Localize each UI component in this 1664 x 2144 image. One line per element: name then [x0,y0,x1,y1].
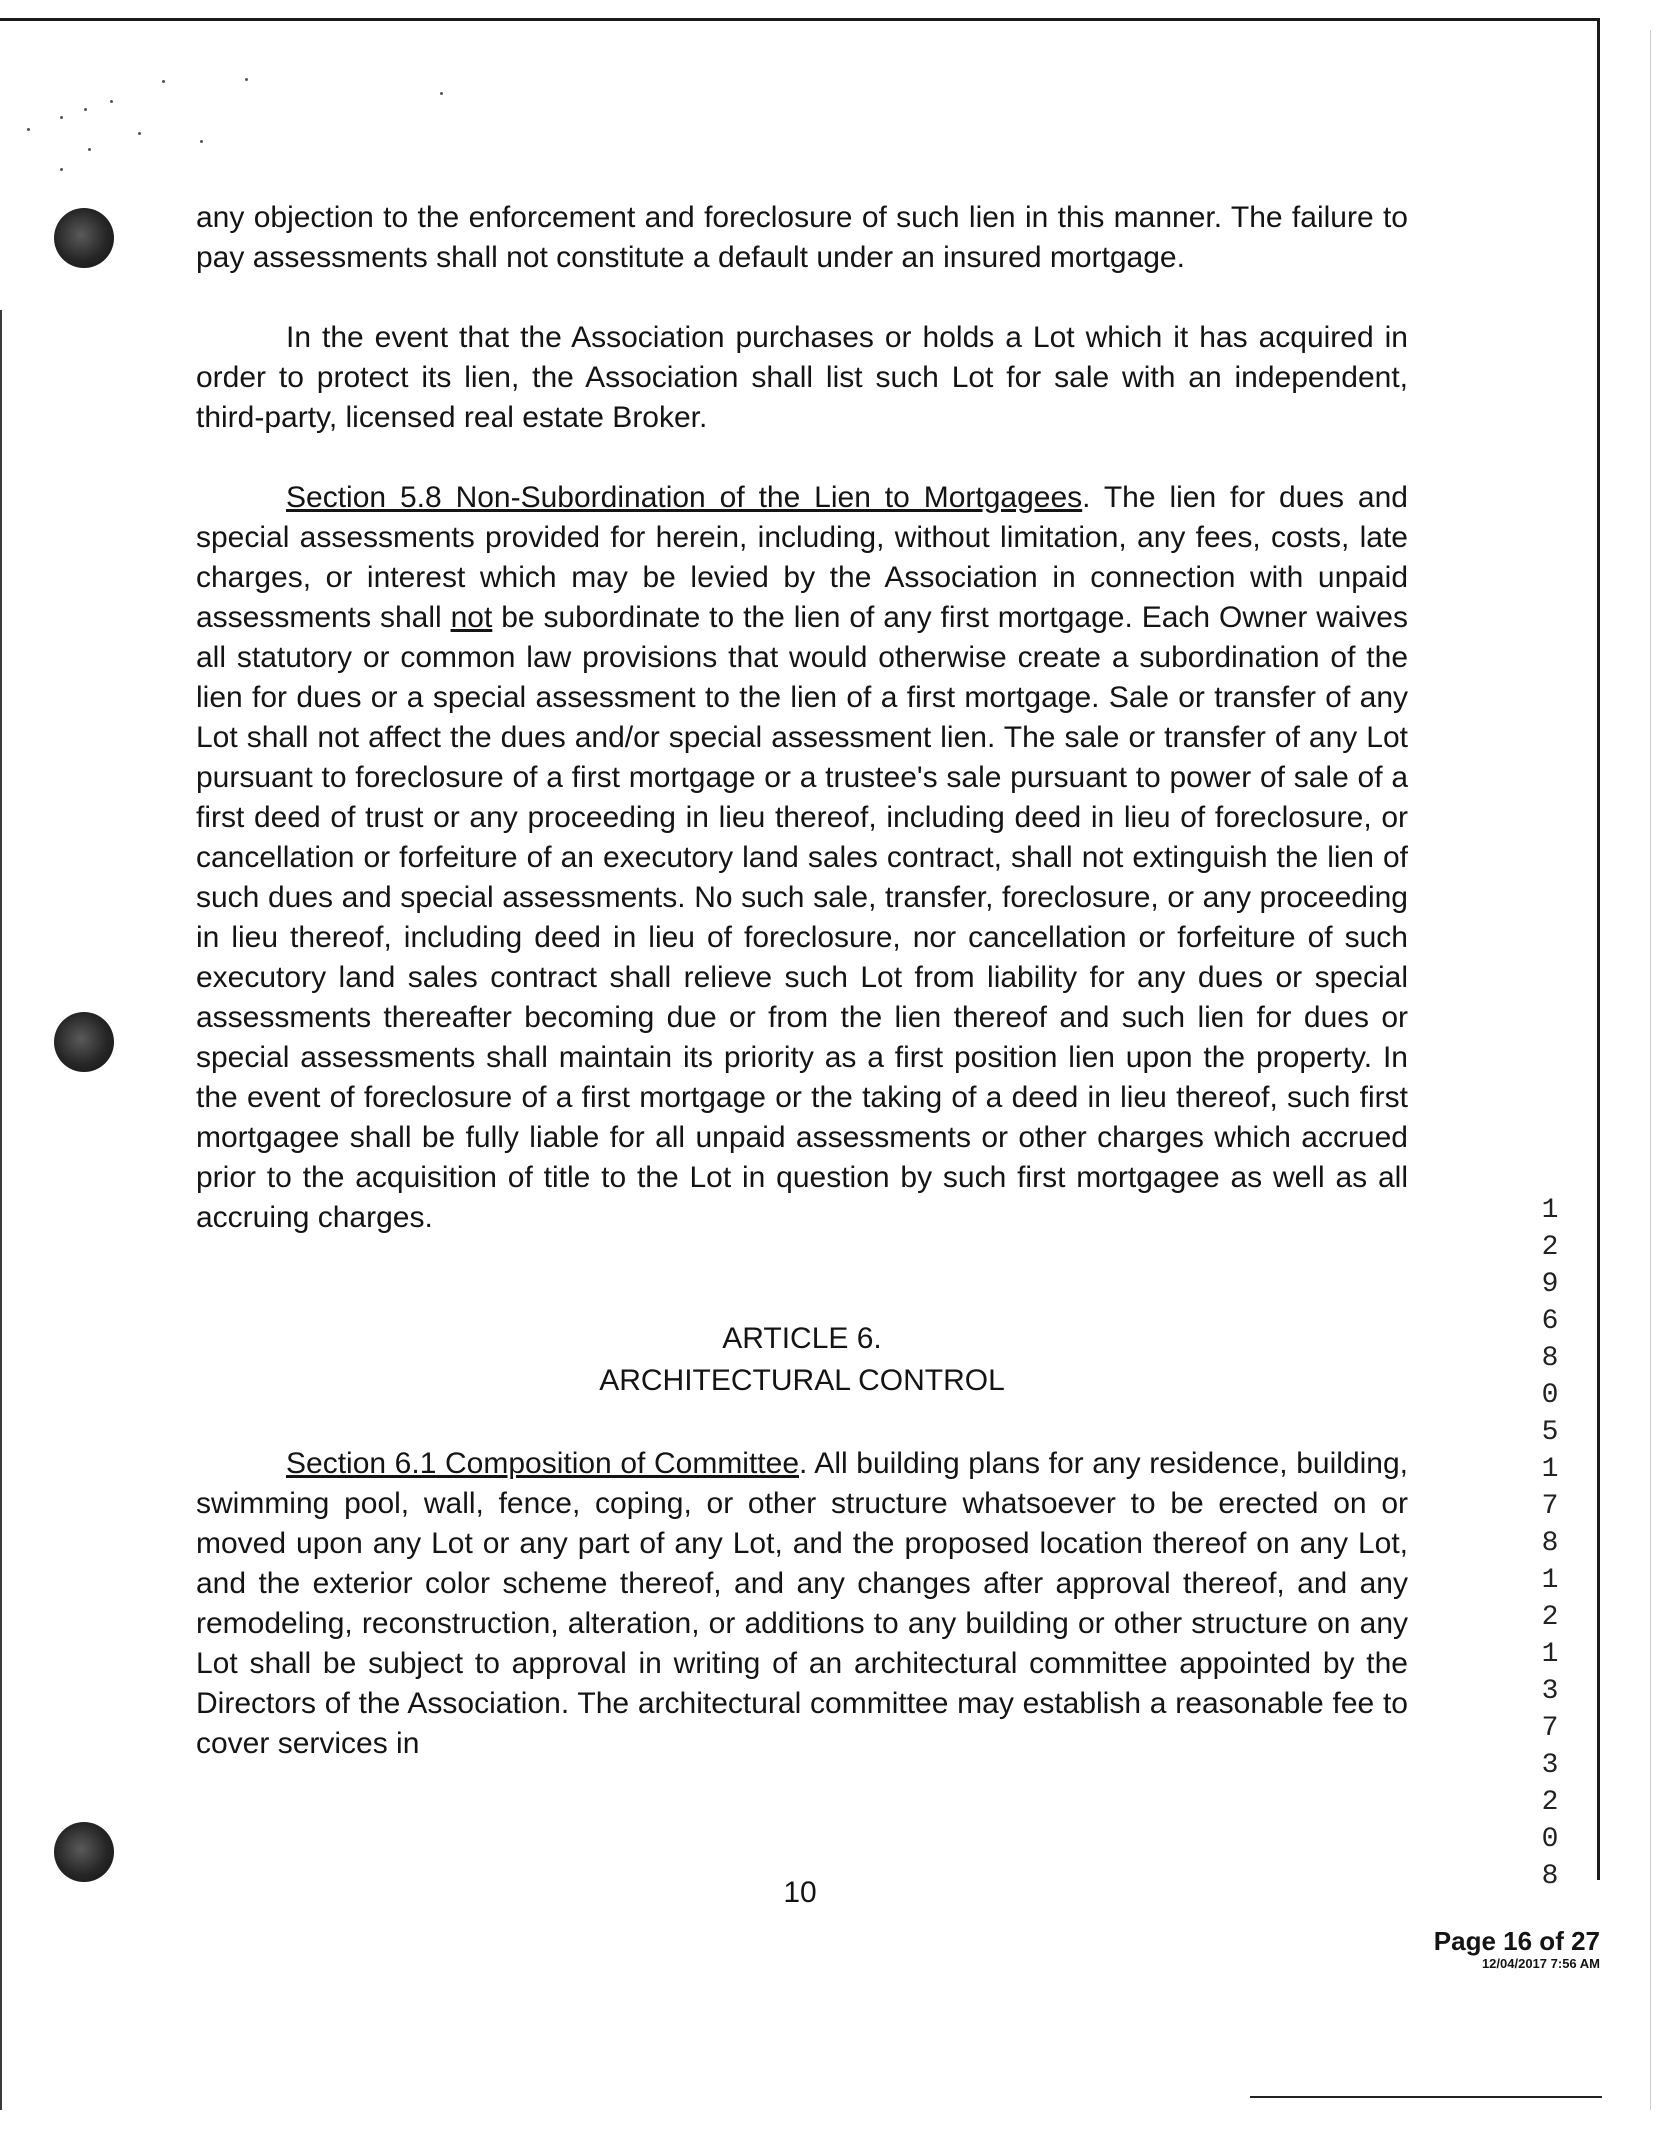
right-scan-edge [1650,30,1651,2110]
punch-hole-top [54,208,114,268]
section-5-8-text-a: . The lien for dues and special assessments provided for herein, including, without limitation, any fees, costs, late charges, or interest which may be levied by the Association in connection with unpaid assessments shall [196,481,1408,634]
page-number: 10 [783,1876,817,1909]
punch-hole-middle [54,1012,114,1072]
top-border-line [0,18,1600,21]
stamp-datetime: 12/04/2017 7:56 AM [1481,1956,1600,1971]
stamp-page-label: Page 16 of 27 [1433,1926,1600,1956]
article-title: ARCHITECTURAL CONTROL [599,1364,1005,1397]
paragraph-lien-objection: any objection to the enforcement and foreclosure of such lien in this manner. The failure to pay assessments shall not constitute a default under an insured mortgage. [196,201,1408,274]
section-5-8-not: not [450,601,493,634]
article-heading [196,1318,1408,1402]
section-5-8 [196,478,1408,1238]
paragraph-association-purchase: In the event that the Association purchases or holds a Lot which it has acquired in order to protect its lien, the Association shall list such Lot for sale with an independent, third-party, licensed real estate Broker. [196,321,1408,434]
section-6-1 [196,1444,1408,1764]
section-5-8-text-b: be subordinate to the lien of any first mortgage. Each Owner waives all statutory or common law provisions that would otherwise create a subordination of the lien for dues or a special assessment to the lien of a first mortgage. Sale or transfer of any Lot shall not affect the dues and/or special assessment lien. The sale or transfer of any Lot pursuant to foreclosure of a first mortgage or a trustee's sale pursuant to power of sale of a first deed of trust or any proceeding in lieu thereof, including deed in lieu of foreclosure, or cancellation or forfeiture of an executory land sales contract, shall not extinguish the lien of such dues and special assessments. No such sale, transfer, foreclosure, or any proceeding in lieu thereof, including deed in lieu of foreclosure, nor cancellation or forfeiture of such executory land sales contract shall relieve such Lot from liability for any dues or special assessments thereafter becoming due or from the lien thereof and such lien for dues or special assessments shall maintain its priority as a first position lien upon the property. In the event of foreclosure of a first mortgage or the taking of a deed in lieu thereof, such first mortgagee shall be fully liable for all unpaid assessments or other charges which accrued prior to the acquisition of title to the Lot in question by such first mortgagee as well as all accruing charges. [196,601,1408,1234]
document-body [196,198,1408,1804]
recorder-stamp [1300,1926,1600,1972]
recording-number-vertical: 1 2 9 6 8 0 5 1 7 8 1 2 1 3 7 3 2 0 8 [1541,1195,1559,1892]
section-6-1-text: . All building plans for any residence, building, swimming pool, wall, fence, coping, or other structure whatsoever to be erected on or moved upon any Lot or any part of any Lot, and the proposed location thereof on any Lot, and the exterior color scheme thereof, and any changes after approval thereof, and any remodeling, reconstruction, alteration, or additions to any building or other structure on any Lot shall be subject to approval in writing of an architectural committee appointed by the Directors of the Association. The architectural committee may establish a reasonable fee to cover services in [196,1447,1409,1760]
section-6-1-heading: Section 6.1 Composition of Committee [286,1447,800,1480]
bottom-rule-line [1250,2096,1602,2098]
article-number: ARTICLE 6. [722,1322,882,1355]
punch-hole-bottom [54,1822,114,1882]
right-border-line [1597,18,1600,1880]
section-5-8-heading: Section 5.8 Non-Subordination of the Lien to Mortgagees [286,481,1083,514]
left-scan-edge [0,310,2,2110]
